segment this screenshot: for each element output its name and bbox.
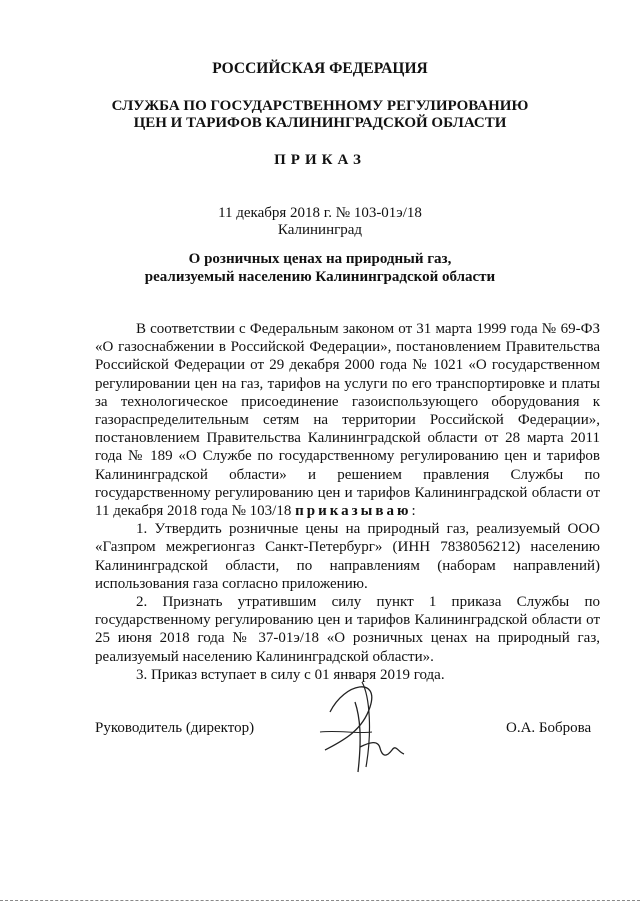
subject-line2: реализуемый населению Калининградской области [144,269,496,285]
preamble-paragraph [95,320,600,520]
preamble-text: В соответствии с Федеральным законом от 31 марта 1999 года № 69-ФЗ «О газоснабжении в Российской Федерации», постановлением Правительства Российской Федерации от 29 декабря 2000 года № 1021 «О государственном регулировании цен на газ, тарифов на услуги по его транспортировке и платы за технологическое присоединение газоиспользующего оборудования к газораспределительным сетям на территории Российской Федерации», постановлением Правительства Калининградской области от 28 марта 2011 года № 189 «О Службе по государственному регулированию цен и тарифов Калининградской области» и решением правления Службы по государственному регулированию цен и тарифов Калининградской области от 11 декабря 2018 года № 103/18 [95,321,600,520]
subject-line1: О розничных ценах на природный газ, [188,251,452,267]
agency-heading-line1: СЛУЖБА ПО ГОСУДАРСТВЕННОМУ РЕГУЛИРОВАНИЮ [111,98,529,114]
agency-heading-line2: ЦЕН И ТАРИФОВ КАЛИНИНГРАДСКОЙ ОБЛАСТИ [133,115,507,131]
order-item-1: 1. Утвердить розничные цены на природный газ, реализуемый ООО «Газпром межрегионгаз Санкт-Петербург» (ИНН 7838056212) населению Калининградской области, по направлениям (наборам направлений) использования газа согласно приложению. [95,521,600,592]
handwritten-signature [300,672,430,782]
orders-word: приказываю [295,503,412,520]
order-item-3: 3. Приказ вступает в силу с 01 января 2019 года. [136,666,445,683]
orders-colon: : [411,503,416,520]
country-heading: РОССИЙСКАЯ ФЕДЕРАЦИЯ [212,60,428,77]
order-body [95,320,600,684]
bottom-divider [0,900,640,902]
signer-title: Руководитель (директор) [95,720,255,736]
city: Калининград [277,222,363,238]
date-and-number: 11 декабря 2018 г. № 103-01э/18 [218,205,422,221]
document-type-heading: ПРИКАЗ [274,152,366,168]
order-item-2: 2. Признать утратившим силу пункт 1 приказа Службы по государственному регулированию цен и тарифов Калининградской области от 25 июня 2018 года № 37-01э/18 «О розничных ценах на природный газ, реализуемый населению Калининградской области». [95,594,600,665]
signer-name: О.А. Боброва [506,720,592,736]
